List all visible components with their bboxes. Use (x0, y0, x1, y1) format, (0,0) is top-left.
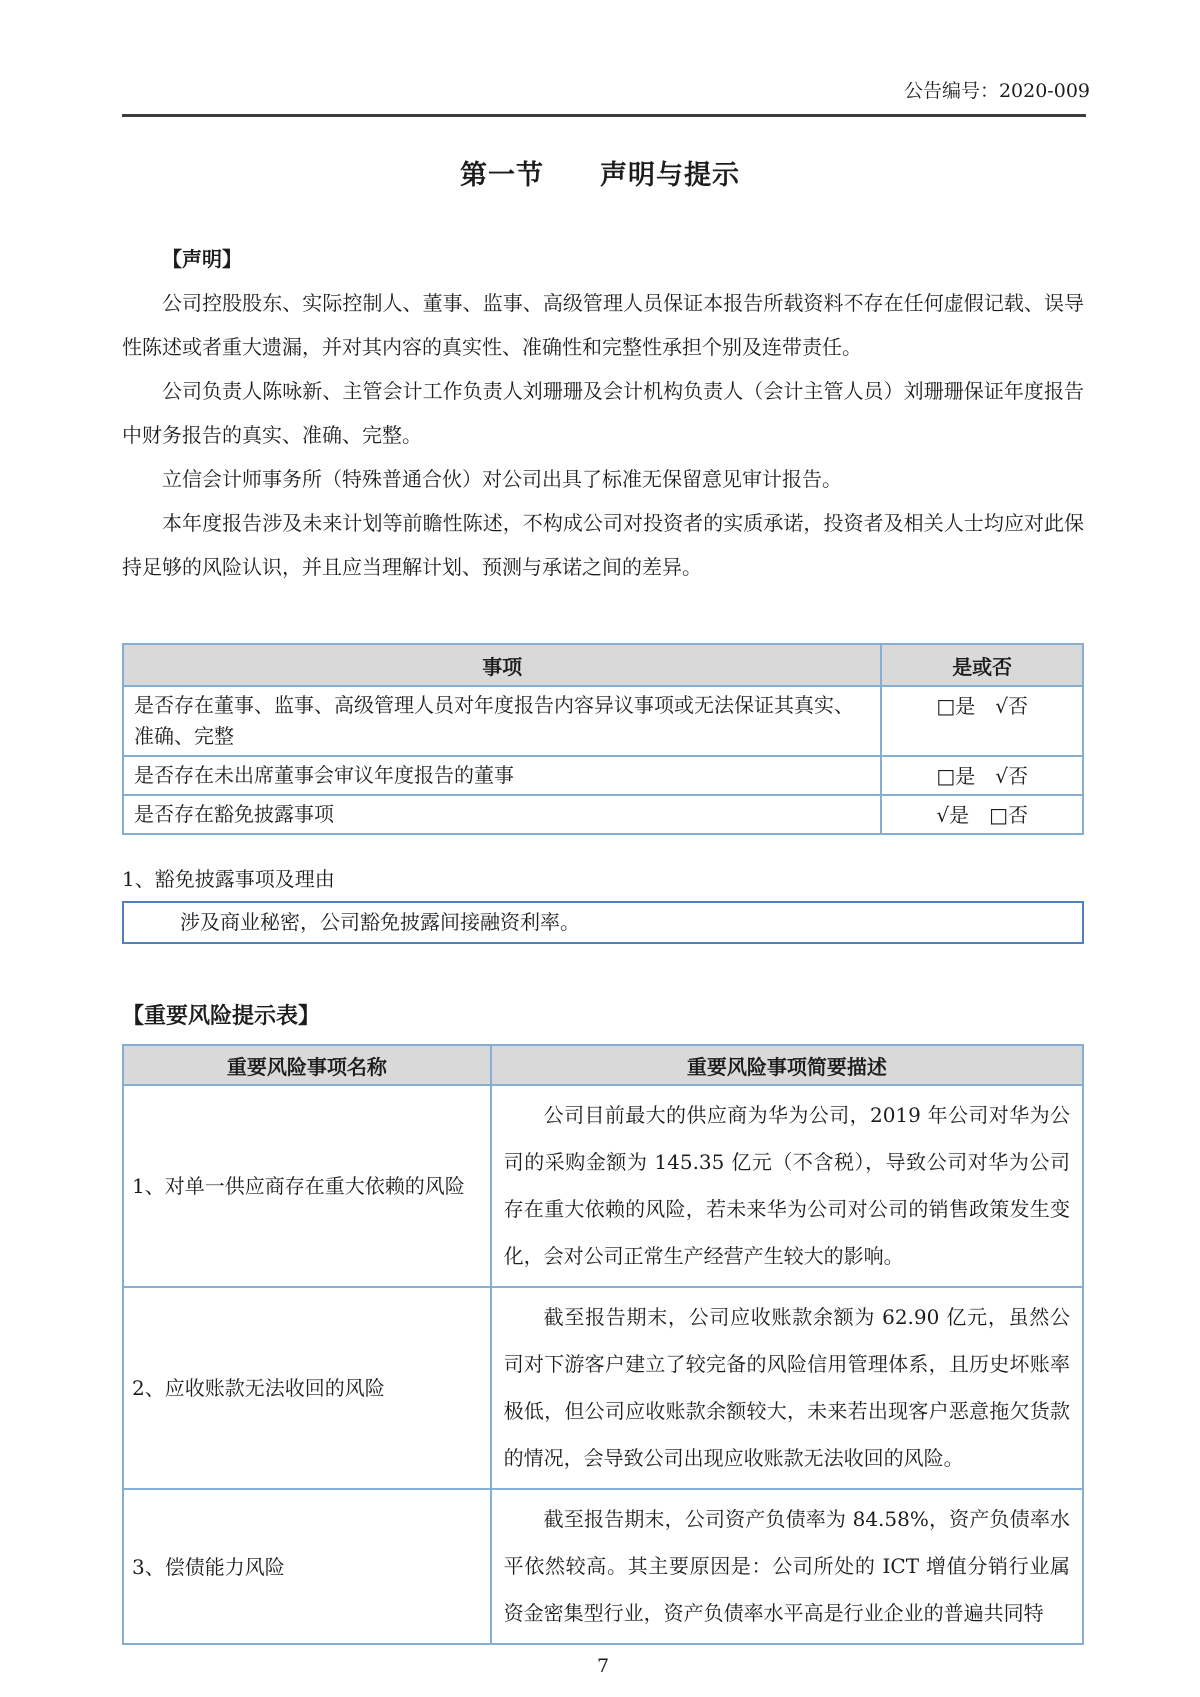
answer-cell: □是 √否 (881, 686, 1083, 756)
risk-row (123, 1085, 1083, 1287)
page-number: 7 (596, 1655, 610, 1677)
yes-no-table (122, 643, 1084, 835)
item-cell: 是否存在董事、监事、高级管理人员对年度报告内容异议事项或无法保证其真实、准确、完整 (123, 686, 881, 756)
risk-desc-cell (491, 1489, 1083, 1644)
risk-name-cell: 2、应收账款无法收回的风险 (123, 1287, 491, 1489)
table-row (123, 686, 1083, 756)
declaration-heading: 【声明】 (162, 247, 242, 271)
risk-table-heading: 【重要风险提示表】 (122, 1004, 321, 1029)
declaration-paragraph: 本年度报告涉及未来计划等前瞻性陈述，不构成公司对投资者的实质承诺，投资者及相关人士均应对此保持足够的风险认识，并且应当理解计划、预测与承诺之间的差异。 (122, 511, 1084, 579)
item-cell: 是否存在豁免披露事项 (123, 795, 881, 834)
column-header-item: 事项 (123, 644, 881, 686)
exemption-box: 涉及商业秘密，公司豁免披露间接融资利率。 (122, 901, 1084, 944)
page-content (122, 237, 1084, 1679)
exemption-label: 1、豁免披露事项及理由 (122, 867, 335, 891)
answer-cell: √是 □否 (881, 795, 1083, 834)
risk-desc-text: 截至报告期末，公司资产负债率为 84.58%，资产负债率水平依然较高。其主要原因是：公司所处的 ICT 增值分销行业属资金密集型行业，资产负债率水平高是行业企业的普遍共同特 (503, 1507, 1070, 1625)
declaration-paragraph: 公司控股股东、实际控制人、董事、监事、高级管理人员保证本报告所载资料不存在任何虚假记载、误导性陈述或者重大遗漏，并对其内容的真实性、准确性和完整性承担个别及连带责任。 (122, 291, 1084, 359)
risk-desc-cell (491, 1085, 1083, 1287)
table-header-row (123, 644, 1083, 686)
risk-name-cell: 3、偿债能力风险 (123, 1489, 491, 1644)
column-header-answer: 是或否 (881, 644, 1083, 686)
item-cell: 是否存在未出席董事会审议年度报告的董事 (123, 756, 881, 795)
table-header-row (123, 1045, 1083, 1085)
risk-row (123, 1287, 1083, 1489)
risk-desc-text: 截至报告期末，公司应收账款余额为 62.90 亿元，虽然公司对下游客户建立了较完备的风险信用管理体系，且历史坏账率极低，但公司应收账款余额较大，未来若出现客户恶意拖欠货款的情况，会导致公司出现应收账款无法收回的风险。 (503, 1305, 1070, 1470)
table-row (123, 795, 1083, 834)
page-title: 第一节 声明与提示 (460, 160, 740, 191)
risk-desc-text: 公司目前最大的供应商为华为公司，2019 年公司对华为公司的采购金额为 145.35 亿元（不含税），导致公司对华为公司存在重大依赖的风险，若未来华为公司对公司的销售政策发生变化，会对公司正常生产经营产生较大的影响。 (503, 1103, 1070, 1268)
declaration-paragraph: 立信会计师事务所（特殊普通合伙）对公司出具了标准无保留意见审计报告。 (162, 467, 842, 491)
table-row (123, 756, 1083, 795)
risk-table (122, 1044, 1084, 1645)
doc-number: 公告编号：2020-009 (903, 80, 1090, 102)
column-header-risk-desc: 重要风险事项简要描述 (491, 1045, 1083, 1085)
header-divider (122, 114, 1086, 117)
column-header-risk-name: 重要风险事项名称 (123, 1045, 491, 1085)
declaration-paragraph: 公司负责人陈咏新、主管会计工作负责人刘珊珊及会计机构负责人（会计主管人员）刘珊珊保证年度报告中财务报告的真实、准确、完整。 (122, 379, 1084, 447)
risk-desc-cell (491, 1287, 1083, 1489)
risk-name-cell: 1、对单一供应商存在重大依赖的风险 (123, 1085, 491, 1287)
risk-row (123, 1489, 1083, 1644)
answer-cell: □是 √否 (881, 756, 1083, 795)
